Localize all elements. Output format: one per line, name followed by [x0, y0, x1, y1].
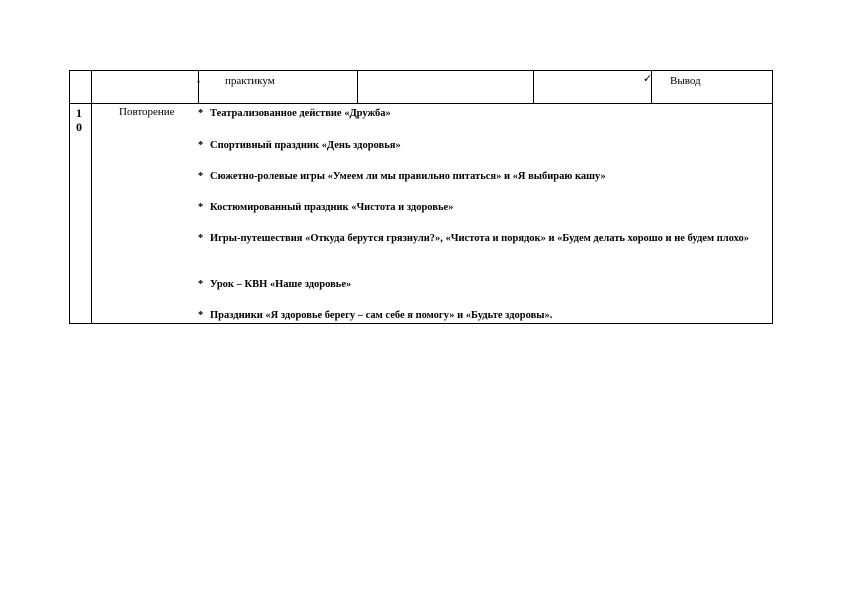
row-number-line1: 1: [76, 106, 82, 120]
checkmark-icon: ✓: [643, 73, 653, 85]
plan-table: [69, 70, 773, 324]
stage-label: Повторение: [119, 106, 175, 118]
table-row-top: [70, 71, 772, 104]
asterisk-bullet-icon: *: [198, 171, 204, 182]
list-item-text: Театрализованное действие «Дружба»: [210, 108, 391, 119]
list-item-text: Спортивный праздник «День здоровья»: [210, 140, 401, 151]
list-item-text: Костюмированный праздник «Чистота и здоровье»: [210, 202, 454, 213]
asterisk-bullet-icon: *: [198, 202, 204, 213]
asterisk-bullet-icon: *: [198, 233, 204, 244]
col-divider-1: [91, 71, 92, 323]
cell-practicum: практикум: [225, 75, 275, 87]
asterisk-bullet-icon: *: [198, 279, 204, 290]
asterisk-bullet-icon: *: [198, 140, 204, 151]
list-item-text: Игры-путешествия «Откуда берутся грязнули?», «Чистота и порядок» и «Будем делать хорошо и не будем плохо»: [210, 233, 750, 244]
list-item-text: Праздники «Я здоровье берегу – сам себе я помогу» и «Будьте здоровы».: [210, 310, 553, 321]
row-number-line2: 0: [76, 120, 82, 134]
bullet-icon: •: [197, 77, 201, 87]
cell-conclusion: Вывод: [670, 75, 701, 87]
list-item-text: Урок – КВН «Наше здоровье»: [210, 279, 352, 290]
list-item-text: Сюжетно-ролевые игры «Умеем ли мы правильно питаться» и «Я выбираю кашу»: [210, 171, 606, 182]
asterisk-bullet-icon: *: [198, 310, 204, 321]
asterisk-bullet-icon: *: [198, 108, 204, 119]
